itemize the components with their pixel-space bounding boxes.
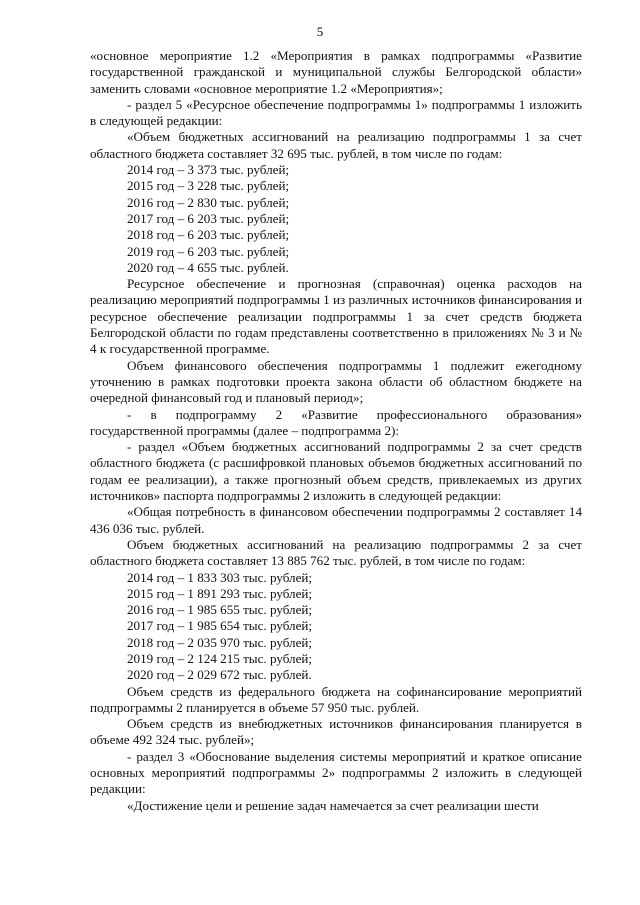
year-allocation-line: 2020 год – 2 029 672 тыс. рублей.: [127, 667, 312, 683]
year-allocation-line: 2020 год – 4 655 тыс. рублей.: [127, 259, 289, 275]
document-paragraph: Объем финансового обеспечения подпрограммы 1 подлежит ежегодному уточнению в рамках подготовки проекта закона области об областном бюджете на очередной финансовый год и плановый период»;: [90, 357, 582, 406]
document-paragraph: «Объем бюджетных ассигнований на реализацию подпрограммы 1 за счет областного бюджета составляет 32 695 тыс. рублей, в том числе по годам:: [90, 129, 582, 161]
document-body: [90, 48, 582, 814]
document-paragraph: «основное мероприятие 1.2 «Мероприятия в рамках подпрограммы «Развитие государственной гражданской и муниципальной службы Белгородской области» заменить словами «основное мероприятие 1.2 «Мероприятия»;: [90, 48, 582, 96]
year-allocation-line: 2019 год – 6 203 тыс. рублей;: [127, 243, 290, 259]
document-paragraph: Ресурсное обеспечение и прогнозная (справочная) оценка расходов на реализацию мероприятий подпрограммы 1 из различных источников финансирования и ресурсное обеспечение реализации подпрограммы 1 за счет средств бюджета Белгородской области по годам представлены соответственно в приложениях № 3 и № 4 к государственной программе.: [90, 276, 582, 357]
year-allocation-line: 2016 год – 2 830 тыс. рублей;: [127, 194, 290, 210]
document-paragraph: - раздел «Объем бюджетных ассигнований подпрограммы 2 за счет средств областного бюджета (с расшифровкой плановых объемов бюджетных ассигнований по годам ее реализации), а также прогнозный объем средств, привлекаемых из других источников» паспорта подпрограммы 2 изложить в следующей редакции:: [90, 439, 582, 504]
document-paragraph: Объем средств из федерального бюджета на софинансирование мероприятий подпрограммы 2 планируется в объеме 57 950 тыс. рублей.: [90, 683, 582, 715]
document-paragraph: Объем средств из внебюджетных источников финансирования планируется в объеме 492 324 тыс. рублей»;: [90, 716, 582, 748]
year-allocation-line: 2018 год – 6 203 тыс. рублей;: [127, 227, 290, 243]
document-paragraph: «Общая потребность в финансовом обеспечении подпрограммы 2 составляет 14 436 036 тыс. рублей.: [90, 504, 582, 536]
year-allocation-line: 2019 год – 2 124 215 тыс. рублей;: [127, 650, 313, 666]
year-allocation-line: 2015 год – 3 228 тыс. рублей;: [127, 178, 290, 194]
year-allocation-line: 2016 год – 1 985 655 тыс. рублей;: [127, 602, 313, 618]
document-paragraph: - раздел 5 «Ресурсное обеспечение подпрограммы 1» подпрограммы 1 изложить в следующей редакции:: [90, 96, 582, 129]
year-allocation-line: 2014 год – 1 833 303 тыс. рублей;: [127, 569, 313, 585]
year-allocation-line: 2018 год – 2 035 970 тыс. рублей;: [127, 634, 313, 650]
year-allocation-line: 2014 год – 3 373 тыс. рублей;: [127, 162, 290, 178]
document-paragraph: «Достижение цели и решение задач намечается за счет реализации шести: [127, 797, 539, 813]
document-paragraph: - раздел 3 «Обоснование выделения системы мероприятий и краткое описание основных мероприятий подпрограммы 2» подпрограммы 2 изложить в следующей редакции:: [90, 748, 582, 797]
document-paragraph: - в подпрограмму 2 «Развитие профессионального образования» государственной программы (далее – подпрограмма 2):: [90, 406, 582, 438]
year-allocation-line: 2017 год – 6 203 тыс. рублей;: [127, 210, 290, 226]
page-number: 5: [316, 24, 324, 39]
year-allocation-line: 2015 год – 1 891 293 тыс. рублей;: [127, 585, 313, 601]
year-allocation-line: 2017 год – 1 985 654 тыс. рублей;: [127, 618, 313, 634]
document-paragraph: Объем бюджетных ассигнований на реализацию подпрограммы 2 за счет областного бюджета составляет 13 885 762 тыс. рублей, в том числе по годам:: [90, 536, 582, 569]
